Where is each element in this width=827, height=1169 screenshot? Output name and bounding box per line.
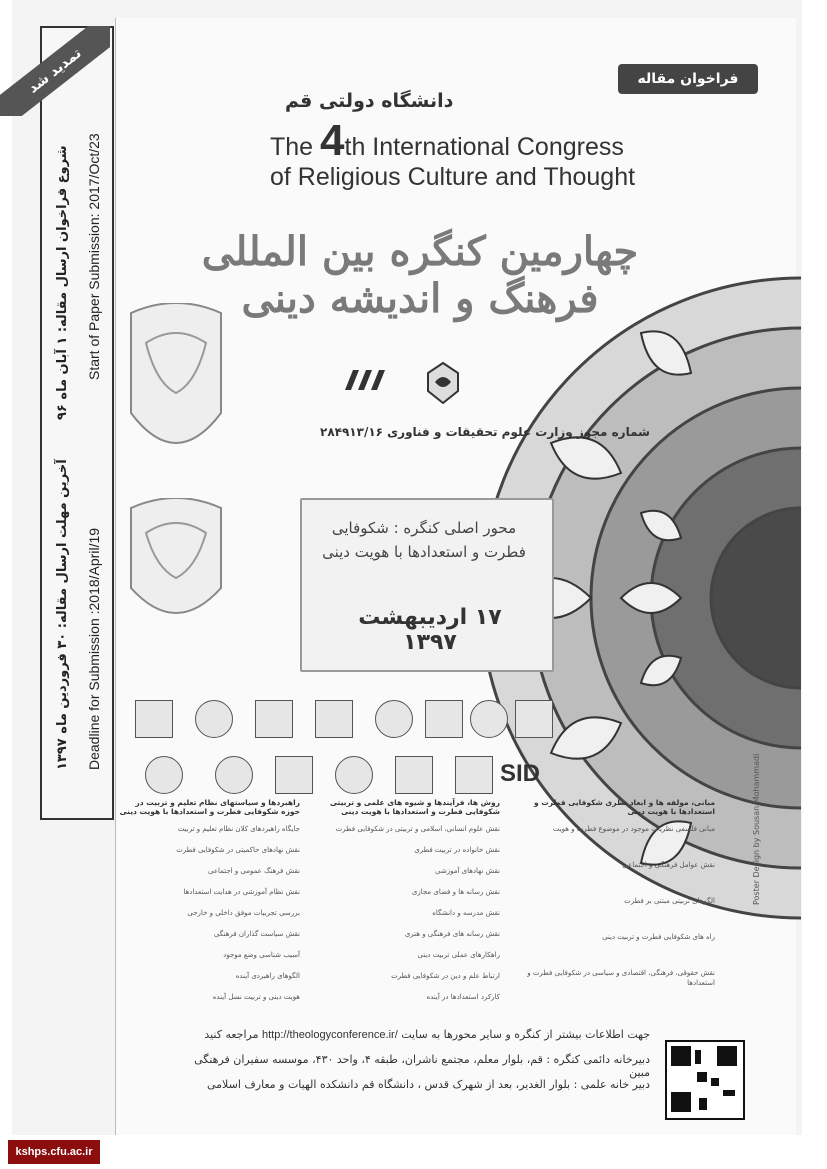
axis-item: نقش مدرسه و دانشگاه (432, 909, 500, 917)
axis-item: بررسی تجربیات موفق داخلی و خارجی (187, 909, 300, 917)
design-credit: Poster Design by Sousan Mohammadi (752, 753, 761, 905)
site-tag[interactable]: kshps.cfu.ac.ir (8, 1140, 100, 1164)
sponsor-logo-icon (255, 700, 293, 738)
footer-bar (0, 1135, 827, 1169)
university-name: دانشگاه دولتی قم (285, 90, 454, 112)
axis-item: راه های شکوفایی فطرت و تربیت دینی (602, 933, 715, 941)
sponsor-logo-icon (515, 700, 553, 738)
contact-info (185, 1028, 650, 1103)
sponsor-logo-icon (315, 700, 353, 738)
start-date-fa: شروع فراخوان ارسال مقاله: ۱ آبان ماه ۹۶ (55, 145, 70, 420)
axis-item: هویت دینی و تربیت نسل آینده (212, 993, 300, 1001)
university-emblem-icon (420, 360, 466, 406)
axis-item: نقش نهادهای حاکمیتی در شکوفایی فطرت (176, 846, 300, 854)
more-info-label: جهت اطلاعات بیشتر از کنگره و سایر محورها به سایت (401, 1028, 650, 1041)
ministry-license: شماره مجوز وزارت علوم تحقیقات و فناوری ۲۸۴۹۱۳/۱۶ (320, 425, 650, 439)
axis-item: نقش رسانه ها و فضای مجازی (411, 888, 500, 896)
congress-axes (115, 798, 725, 1013)
axis-item: نقش رسانه های فرهنگی و هنری (404, 930, 500, 938)
title-prefix: The (270, 133, 321, 161)
scientific-address: دبیر خانه علمی : بلوار الغدیر، بعد از شهرک قدس ، دانشگاه قم دانشکده الهیات و معارف اسلامی (206, 1078, 650, 1091)
axis-column (520, 798, 715, 999)
axis-heading: راهبردها و سیاستهای نظام تعلیم و تربیت در حوزه شکوفایی فطرت و استعدادها با هویت دینی (119, 798, 300, 816)
axis-item: جایگاه راهبردهای کلان نظام تعلیم و تربیت (177, 825, 300, 833)
axis-column (115, 798, 300, 1013)
axis-heading: مبانی، مولفه ها و ابعاد نظری شکوفایی فطرت و استعدادها با هویت دینی (533, 798, 715, 816)
sponsor-logo-icon (195, 700, 233, 738)
axis-item: نقش نظام آموزشی در هدایت استعدادها (183, 888, 300, 896)
partner-logo-icon (340, 360, 390, 400)
qr-code (665, 1040, 745, 1120)
axis-item: نقش نهادهای آموزشی (435, 867, 500, 875)
sponsor-logo-icon (395, 756, 433, 794)
title-number: 4 (320, 116, 345, 165)
refer-label: مراجعه کنید (204, 1028, 259, 1041)
extended-badge (0, 26, 110, 116)
sid-logo: SID (500, 760, 541, 787)
english-title (270, 116, 636, 192)
sponsor-logo-icon (135, 700, 173, 738)
sponsor-logo-icon (335, 756, 373, 794)
deadline-fa: آخرین مهلت ارسال مقاله: ۳۰ فروردین ماه ۱۳۹۷ (55, 459, 70, 770)
title-line2: of Religious Culture and Thought (270, 163, 636, 191)
start-date-en: Start of Paper Submission: 2017/Oct/23 (86, 133, 102, 380)
title-suffix: th International Congress (344, 133, 624, 161)
axis-item: الگوهای راهبردی آینده (235, 972, 300, 980)
axis-item: راهکارهای عملی تربیت دینی (417, 951, 500, 959)
axis-item: نقش فرهنگ عمومی و اجتماعی (208, 867, 300, 875)
axis-item: ارتباط علم و دین در شکوفایی فطرت (391, 972, 500, 980)
deadline-en: Deadline for Submission :2018/April/19 (86, 527, 102, 770)
sponsor-logo-icon (425, 700, 463, 738)
ornament-arch-bottom (126, 498, 226, 638)
axis-item: مبانی فلسفی نظریات موجود در موضوع فطرت و هویت (552, 825, 715, 833)
axis-item: نقش سیاست گذاران فرهنگی (213, 930, 300, 938)
dates-strip (40, 26, 114, 820)
axis-item: نقش خانواده در تربیت فطری (414, 846, 500, 854)
congress-date: ۱۷ اردیبهشت ۱۳۹۷ (358, 605, 502, 655)
extended-badge-label: تمدید شد (0, 26, 110, 116)
sponsor-logo-icon (455, 756, 493, 794)
call-for-papers-label: فراخوان مقاله (618, 64, 758, 94)
secretariat-address: دبیرخانه دائمی کنگره : قم، بلوار معلم، مجتمع ناشران، طبقه ۴، واحد ۴۳۰، موسسه سفیران فرهنگی مبین (194, 1053, 650, 1079)
congress-theme: محور اصلی کنگره : شکوفایی فطرت و استعدادها با هویت دینی (322, 519, 526, 561)
sponsor-logo-icon (375, 700, 413, 738)
axis-item: نقش علوم انسانی، اسلامی و تربیتی در شکوفایی فطرت (335, 825, 500, 833)
axis-item: نقش حقوقی، فرهنگی، اقتصادی و سیاسی در شکوفایی فطرت و استعدادها (527, 969, 715, 987)
sponsor-logo-icon (215, 756, 253, 794)
website-row (185, 1028, 650, 1042)
ornament-arch-top (126, 303, 226, 463)
axis-column (315, 798, 500, 1013)
sponsor-logo-icon (470, 700, 508, 738)
axis-item: الگوهای تربیتی مبتنی بر فطرت (624, 897, 715, 905)
sponsor-logo-icon (275, 756, 313, 794)
axis-heading: روش ها، فرآیندها و شیوه های علمی و تربیتی شکوفایی فطرت و استعدادها با هویت دینی (329, 798, 500, 816)
sponsor-logo-icon (145, 756, 183, 794)
axis-item: آسیب شناسی وضع موجود (223, 951, 300, 959)
persian-title: چهارمین کنگره بین المللی فرهنگ و اندیشه دینی (201, 228, 639, 322)
axis-item: نقش عوامل فرهنگی و اجتماعی (622, 861, 715, 869)
axis-item: کارکرد استعدادها در آینده (426, 993, 500, 1001)
website-link[interactable]: http://theologyconference.ir/ (262, 1029, 398, 1041)
